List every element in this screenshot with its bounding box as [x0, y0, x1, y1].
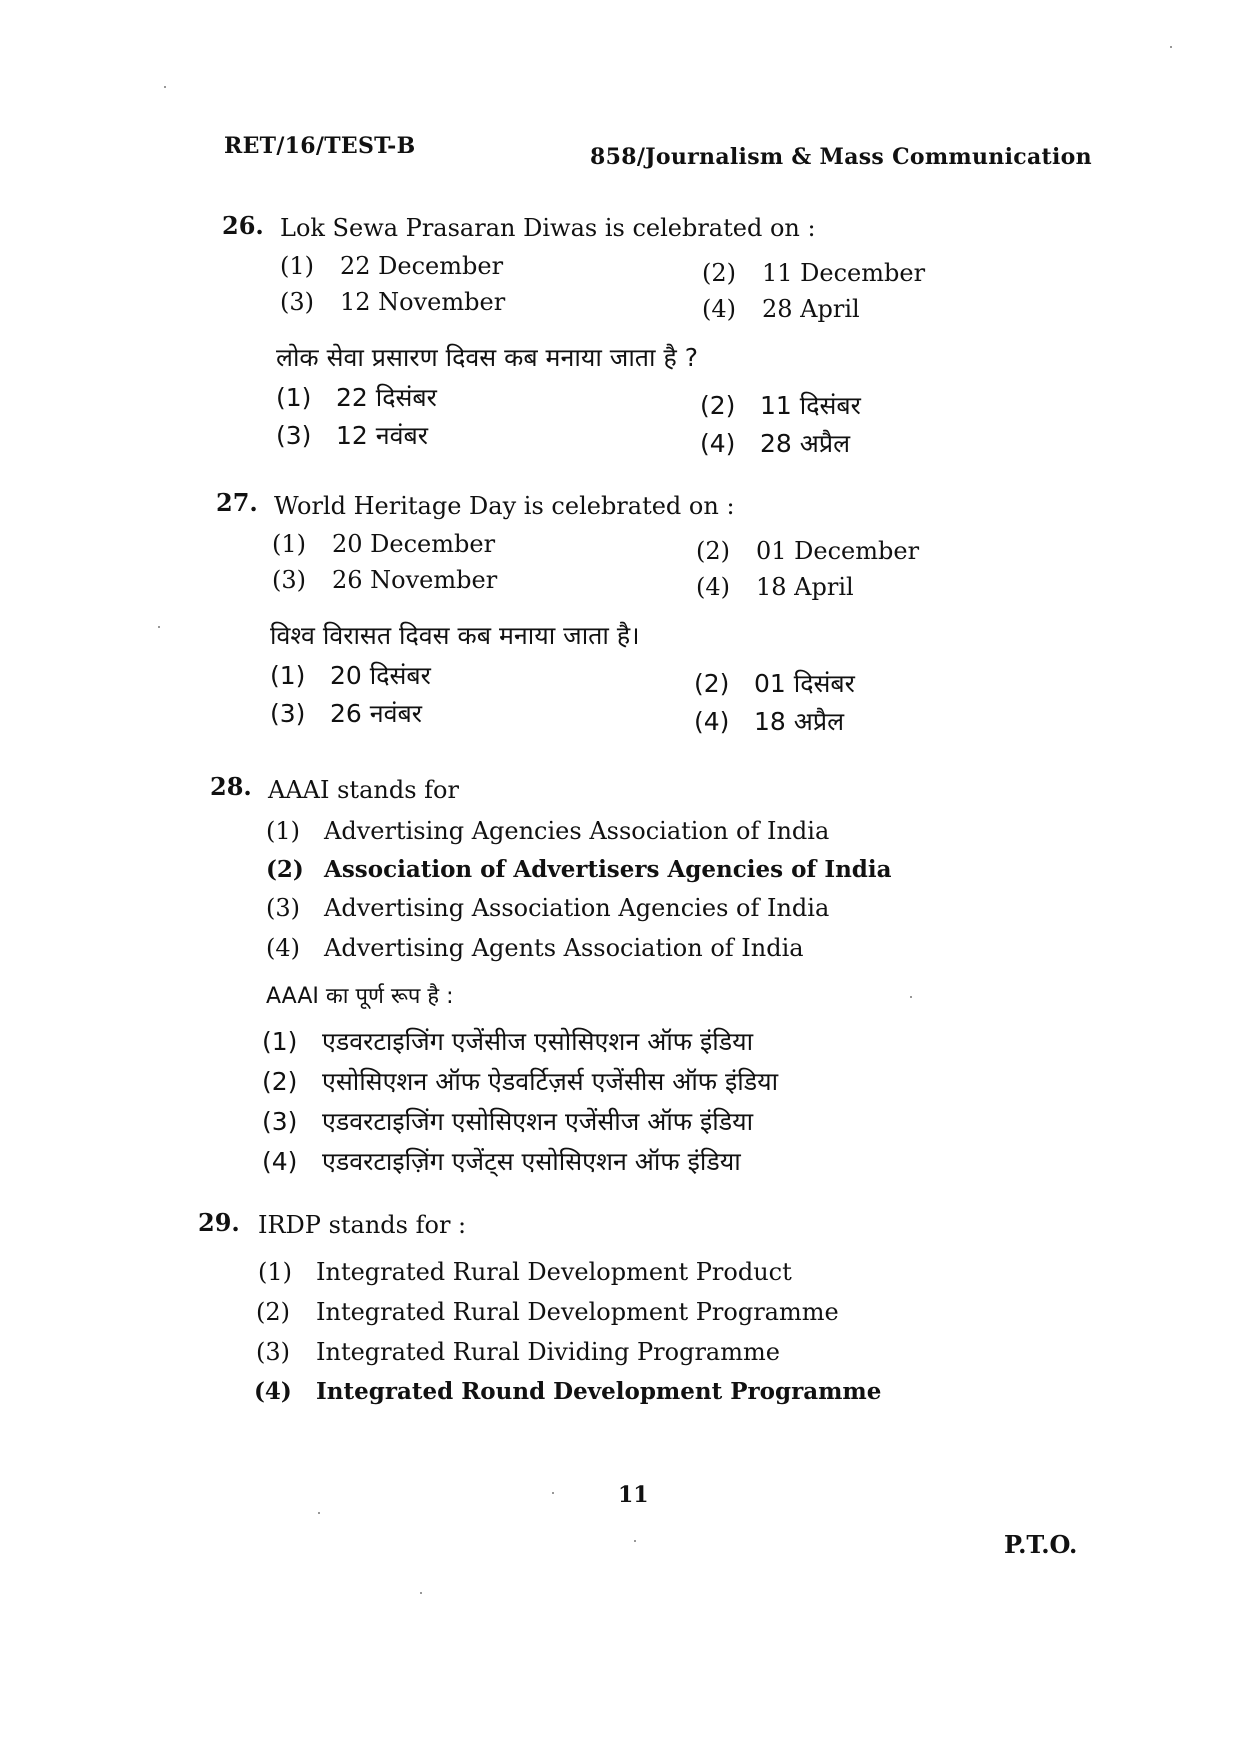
option-number: (3) — [272, 566, 306, 594]
question-28-option-1-hi — [262, 1024, 753, 1058]
question-27-option-3-hi — [270, 696, 422, 730]
option-number: (4) — [262, 1147, 298, 1176]
option-number: (2) — [694, 669, 730, 698]
question-27-number: 27. — [216, 488, 258, 517]
question-26-number: 26. — [222, 211, 264, 240]
option-text: एसोसिएशन ऑफ ऐडवर्टिज़र्स एजेंसीस ऑफ इंडिया — [322, 1067, 779, 1096]
option-text: 12 नवंबर — [336, 421, 429, 450]
scan-speck — [420, 1592, 422, 1594]
scan-speck — [318, 1512, 320, 1514]
pto-label: P.T.O. — [1004, 1530, 1078, 1559]
question-28-option-4-en — [266, 934, 804, 962]
question-27-option-4-en — [696, 573, 854, 601]
option-number: (4) — [694, 707, 730, 736]
question-27-text-hi: विश्व विरासत दिवस कब मनाया जाता है। — [270, 621, 640, 650]
option-text: Integrated Round Development Programme — [316, 1378, 882, 1405]
option-number: (4) — [254, 1378, 292, 1405]
option-text: 26 नवंबर — [330, 699, 423, 728]
question-27-option-1-hi — [270, 658, 431, 692]
scan-speck — [164, 86, 166, 88]
question-29-option-3-en — [256, 1338, 780, 1366]
question-26-option-4-hi — [700, 426, 850, 460]
option-text: Advertising Agents Association of India — [324, 934, 804, 962]
question-27-option-2-hi — [694, 666, 855, 700]
question-29-option-1-en — [258, 1258, 792, 1286]
question-27-text-en: World Heritage Day is celebrated on : — [274, 492, 735, 520]
question-26-option-2-hi — [700, 388, 861, 422]
option-number: (3) — [266, 894, 300, 922]
option-text: Advertising Agencies Association of India — [324, 817, 830, 845]
option-text: Integrated Rural Dividing Programme — [316, 1338, 780, 1366]
option-number: (4) — [696, 573, 730, 601]
option-number: (3) — [262, 1107, 298, 1136]
question-28-option-2-hi — [262, 1064, 778, 1098]
option-text: 11 दिसंबर — [760, 391, 861, 420]
option-text: 22 दिसंबर — [336, 383, 437, 412]
option-text: 12 November — [340, 288, 506, 316]
option-text: 20 दिसंबर — [330, 661, 431, 690]
question-28-option-3-en — [266, 894, 829, 922]
option-number: (3) — [256, 1338, 290, 1366]
option-number: (4) — [266, 934, 300, 962]
option-text: एडवरटाइजिंग एजेंसीज एसोसिएशन ऑफ इंडिया — [322, 1027, 754, 1056]
question-26-option-2-en — [702, 259, 925, 287]
question-26-option-1-en — [280, 252, 503, 280]
option-number: (1) — [280, 252, 314, 280]
question-28-option-1-en — [266, 817, 829, 845]
option-number: (1) — [262, 1027, 298, 1056]
question-28-number: 28. — [210, 772, 252, 801]
option-number: (1) — [266, 817, 300, 845]
question-28-option-4-hi — [262, 1144, 741, 1178]
scan-speck — [552, 1492, 554, 1494]
question-27-option-3-en — [272, 566, 497, 594]
question-29-option-2-en — [256, 1298, 839, 1326]
option-text: 20 December — [332, 530, 496, 558]
option-number: (3) — [276, 421, 312, 450]
option-number: (2) — [266, 856, 304, 883]
question-29-option-4-en — [254, 1378, 881, 1405]
option-number: (4) — [700, 429, 736, 458]
page-number: 11 — [618, 1482, 649, 1508]
option-number: (2) — [702, 259, 736, 287]
question-26-text-hi: लोक सेवा प्रसारण दिवस कब मनाया जाता है ? — [276, 343, 698, 372]
option-text: 01 December — [756, 537, 920, 565]
question-26-option-3-en — [280, 288, 505, 316]
question-26-text-en: Lok Sewa Prasaran Diwas is celebrated on : — [280, 214, 816, 242]
option-text: Integrated Rural Development Programme — [316, 1298, 839, 1326]
question-26-option-3-hi — [276, 418, 428, 452]
question-26-option-4-en — [702, 295, 860, 323]
option-text: 18 अप्रैल — [754, 707, 845, 736]
option-text: Integrated Rural Development Product — [316, 1258, 792, 1286]
option-number: (2) — [256, 1298, 290, 1326]
question-29-text-en: IRDP stands for : — [258, 1211, 467, 1239]
option-number: (1) — [270, 661, 306, 690]
option-number: (1) — [258, 1258, 292, 1286]
option-text: Advertising Association Agencies of India — [324, 894, 830, 922]
option-number: (4) — [702, 295, 736, 323]
option-text: 18 April — [756, 573, 854, 601]
question-28-option-2-en — [266, 856, 892, 883]
option-text: 26 November — [332, 566, 498, 594]
option-text: 01 दिसंबर — [754, 669, 855, 698]
paper-code: RET/16/TEST-B — [224, 133, 416, 159]
question-27-option-1-en — [272, 530, 495, 558]
option-text: 28 April — [762, 295, 860, 323]
option-number: (2) — [262, 1067, 298, 1096]
scan-speck — [1170, 46, 1172, 48]
option-number: (2) — [696, 537, 730, 565]
question-28-text-en: AAAI stands for — [268, 776, 459, 804]
question-26-option-1-hi — [276, 380, 437, 414]
question-28-text-hi: AAAI का पूर्ण रूप है : — [266, 984, 454, 1009]
option-text: 28 अप्रैल — [760, 429, 851, 458]
option-text: एडवरटाइज़िंग एजेंट्स एसोसिएशन ऑफ इंडिया — [322, 1147, 741, 1176]
option-text: 22 December — [340, 252, 504, 280]
scan-speck — [634, 1540, 636, 1542]
scan-speck — [158, 626, 160, 628]
question-27-option-4-hi — [694, 704, 844, 738]
option-number: (3) — [270, 699, 306, 728]
option-text: एडवरटाइजिंग एसोसिएशन एजेंसीज ऑफ इंडिया — [322, 1107, 754, 1136]
option-number: (1) — [276, 383, 312, 412]
option-text: Association of Advertisers Agencies of India — [324, 856, 892, 883]
question-27-option-2-en — [696, 537, 919, 565]
question-29-number: 29. — [198, 1208, 240, 1237]
option-text: 11 December — [762, 259, 926, 287]
scan-speck — [910, 996, 912, 998]
option-number: (1) — [272, 530, 306, 558]
option-number: (3) — [280, 288, 314, 316]
subject-title: 858/Journalism & Mass Communication — [590, 144, 1092, 170]
question-28-option-3-hi — [262, 1104, 753, 1138]
option-number: (2) — [700, 391, 736, 420]
